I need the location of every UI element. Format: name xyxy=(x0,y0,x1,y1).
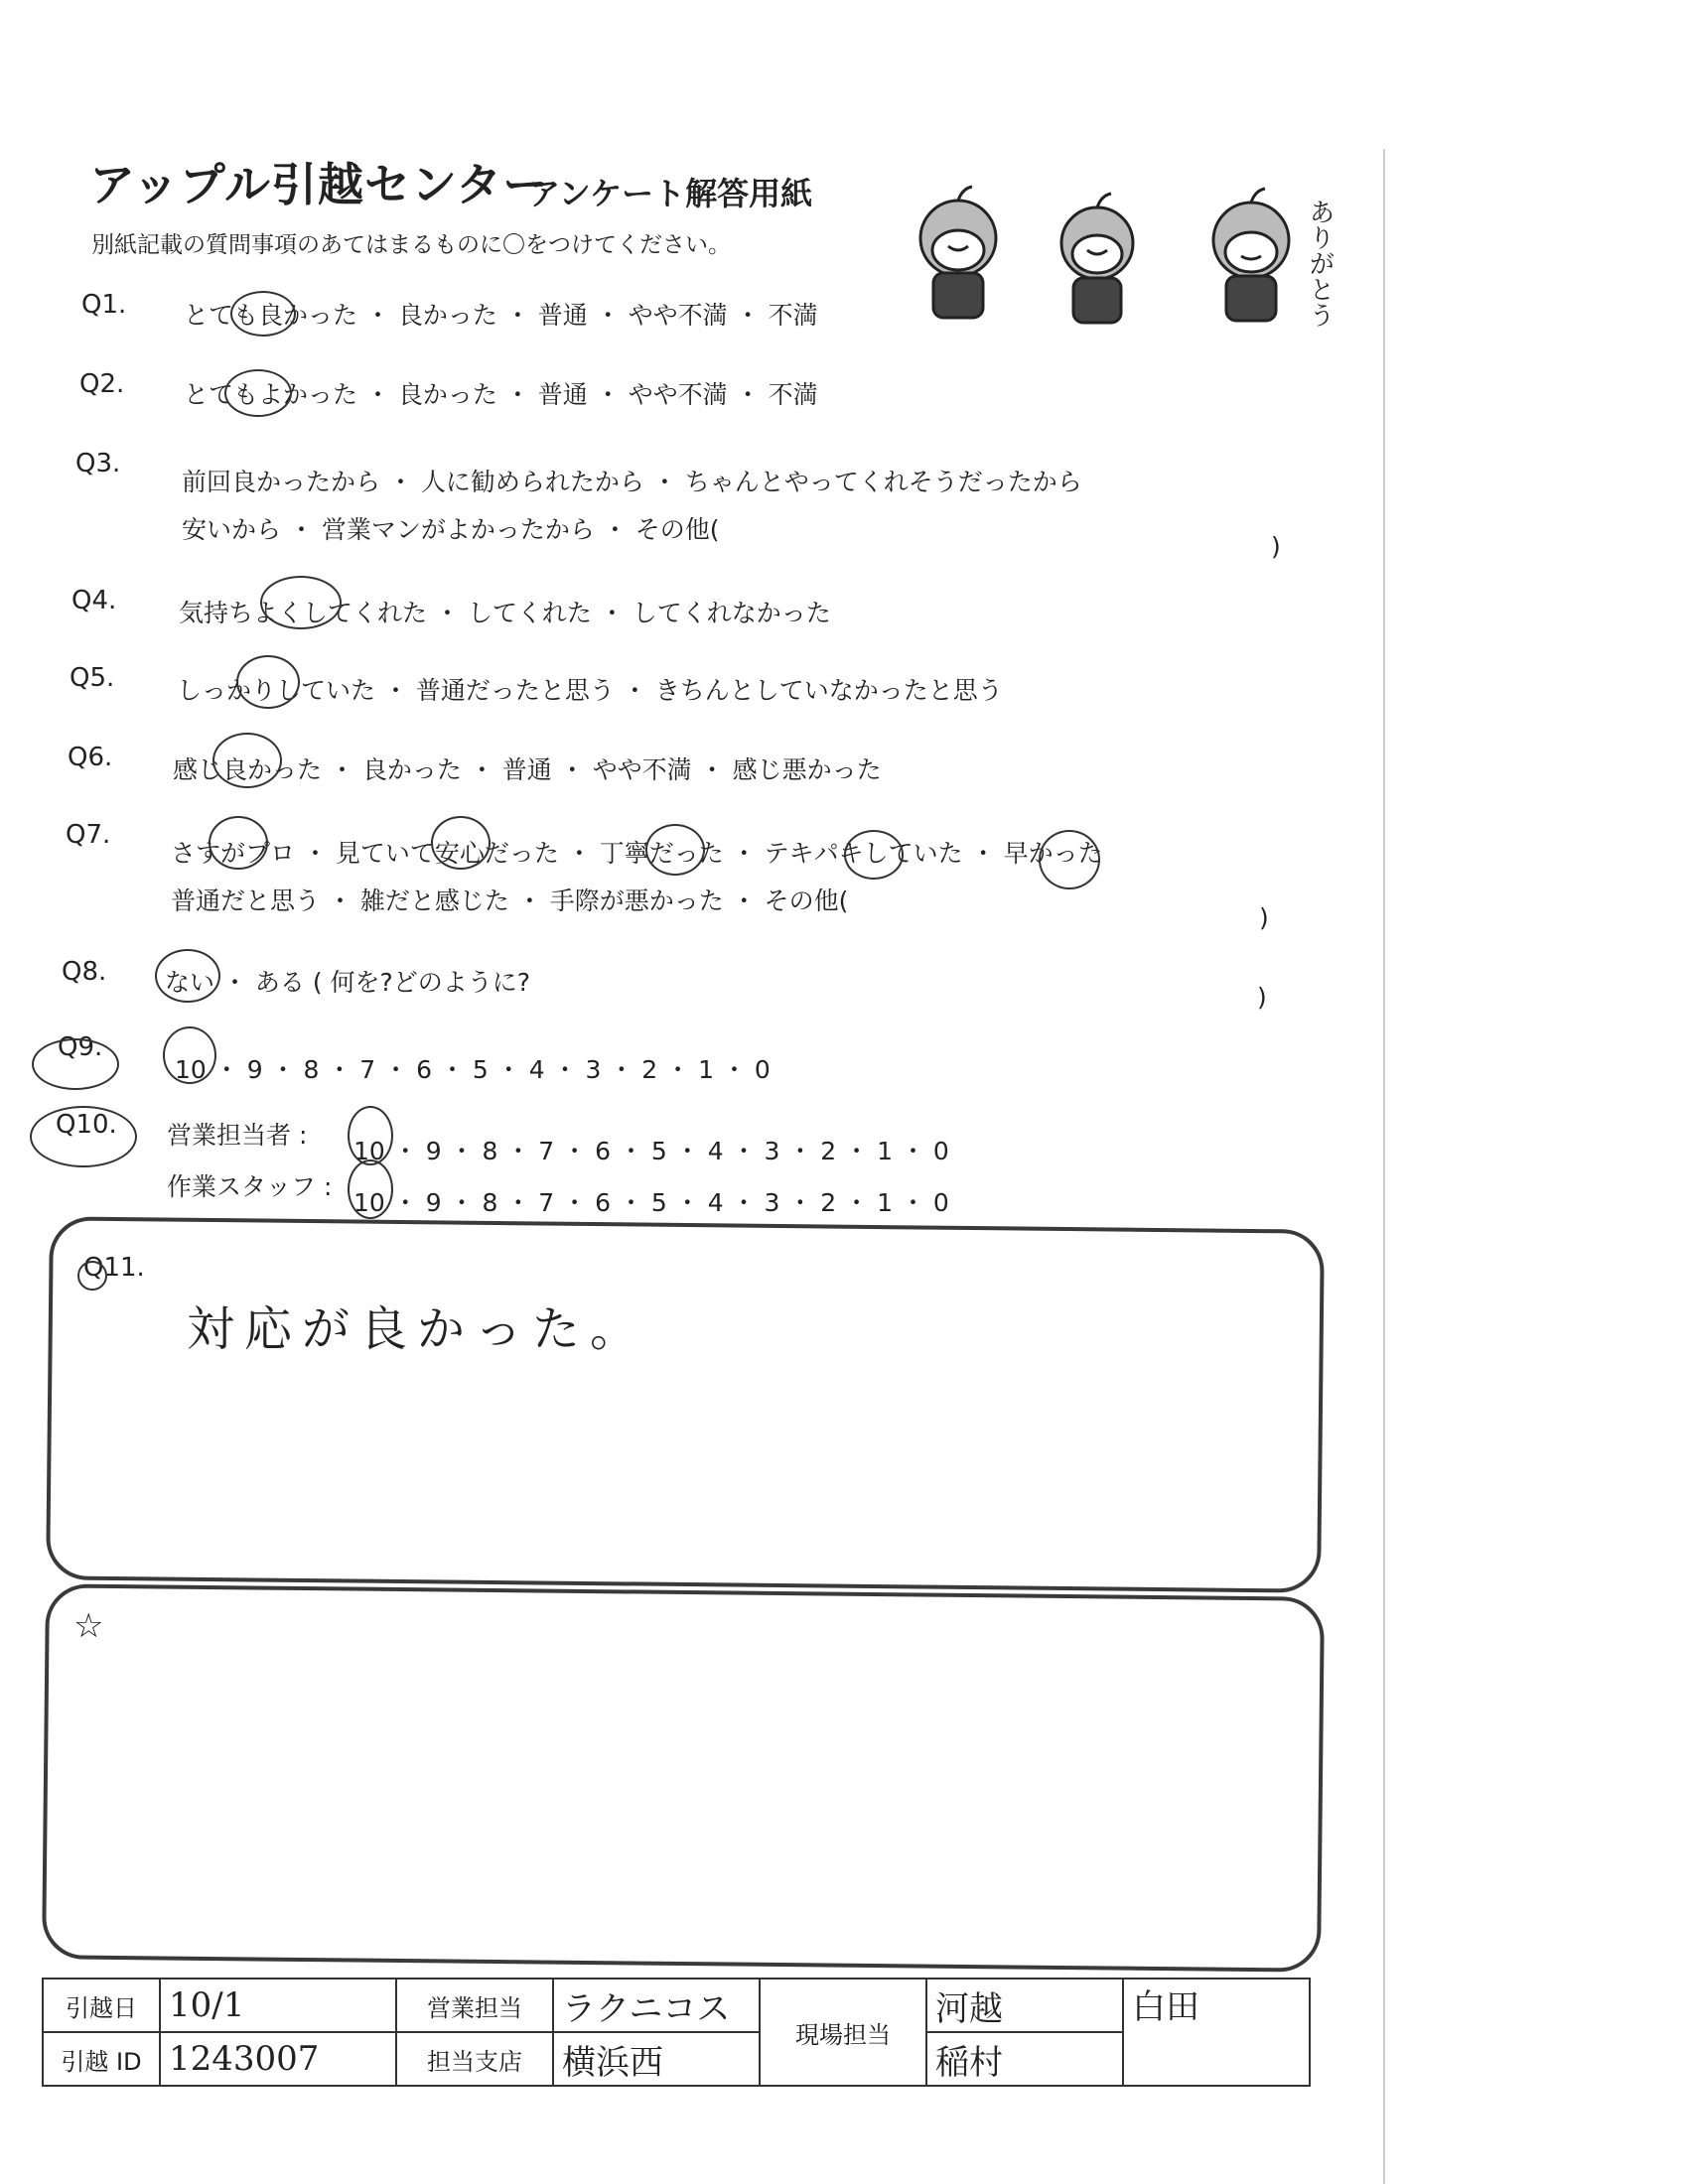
q5-answer-circle xyxy=(236,655,300,709)
q1-label: Q1. xyxy=(81,290,127,320)
q9-label: Q9. xyxy=(58,1032,103,1062)
star-icon: ☆ xyxy=(73,1606,104,1646)
q2-label: Q2. xyxy=(79,369,125,399)
q10-staff-answer-circle xyxy=(348,1160,393,1219)
q5-label: Q5. xyxy=(70,663,115,693)
q4-options: 気持ちよくしてくれた ・ してくれた ・ してくれなかった xyxy=(179,599,831,627)
q7-options-line1: さすがプロ ・ 見ていて安心だった ・ 丁寧だった ・ テキパキしていた ・ 早かった xyxy=(171,839,1103,868)
site-staff-3: 白田 xyxy=(1123,1979,1310,2086)
q7-answer-circle-5 xyxy=(1039,830,1100,889)
q2-answer-circle xyxy=(224,369,292,417)
branch-value: 横浜西 xyxy=(553,2032,760,2086)
q9-scale: 10 ・ 9 ・ 8 ・ 7 ・ 6 ・ 5 ・ 4 ・ 3 ・ 2 ・ 1 ・ 0 xyxy=(175,1055,771,1084)
form-subtitle: アンケート解答用紙 xyxy=(528,175,813,212)
q8-close-paren: ) xyxy=(1257,983,1267,1012)
star-comment-box xyxy=(42,1583,1325,1972)
q8-label: Q8. xyxy=(62,957,107,987)
q3-options-line1: 前回良かったから ・ 人に勧められたから ・ ちゃんとやってくれそうだったから xyxy=(182,468,1082,496)
q7-label: Q7. xyxy=(66,820,111,850)
q10-staff-scale: 10 ・ 9 ・ 8 ・ 7 ・ 6 ・ 5 ・ 4 ・ 3 ・ 2 ・ 1 ・ 0 xyxy=(353,1188,949,1217)
site-staff-1: 河越 xyxy=(926,1979,1123,2032)
q10-sales-scale: 10 ・ 9 ・ 8 ・ 7 ・ 6 ・ 5 ・ 4 ・ 3 ・ 2 ・ 1 ・ 0 xyxy=(353,1137,949,1165)
q3-options-line2: 安いから ・ 営業マンがよかったから ・ その他( xyxy=(182,515,720,544)
q8-answer-circle xyxy=(155,949,220,1003)
q7-answer-circle-1 xyxy=(209,816,268,870)
sales-value: ラクニコス xyxy=(553,1979,760,2032)
q3-close-paren: ) xyxy=(1271,532,1281,561)
q6-answer-circle xyxy=(212,733,282,788)
q11-label-mark xyxy=(77,1261,107,1291)
thanks-text: ありがとう xyxy=(1305,199,1335,328)
sales-label: 営業担当 xyxy=(396,1979,553,2032)
q9-label-circle xyxy=(32,1038,119,1090)
q6-options: 感じ良かった ・ 良かった ・ 普通 ・ やや不満 ・ 感じ悪かった xyxy=(173,755,882,784)
q10-sales-answer-circle xyxy=(348,1106,393,1165)
q11-label: Q11. xyxy=(83,1253,145,1283)
q2-options: とてもよかった ・ 良かった ・ 普通 ・ やや不満 ・ 不満 xyxy=(184,380,818,409)
q10-staff-label: 作業スタッフ : xyxy=(167,1172,333,1201)
move-id-value: 1243007 xyxy=(160,2032,396,2086)
q7-answer-circle-3 xyxy=(645,824,705,876)
q10-label: Q10. xyxy=(56,1110,117,1140)
monkey-mascots-illustration xyxy=(889,179,1355,357)
q8-options: ない ・ ある ( 何を?どのように? xyxy=(165,968,531,997)
page-edge xyxy=(1383,149,1385,2184)
footer-info-table xyxy=(42,1978,1311,2087)
q10-sales-label: 営業担当者 : xyxy=(167,1121,308,1150)
q11-comment-box xyxy=(46,1216,1325,1592)
q4-answer-circle xyxy=(260,576,342,629)
q4-label: Q4. xyxy=(71,586,117,615)
branch-label: 担当支店 xyxy=(396,2032,553,2086)
q5-options: しっかりしていた ・ 普通だったと思う ・ きちんとしていなかったと思う xyxy=(177,676,1003,705)
q9-answer-circle xyxy=(163,1026,216,1084)
q10-label-circle xyxy=(30,1106,137,1167)
move-date-label: 引越日 xyxy=(43,1979,160,2032)
company-title: アップル引越センター xyxy=(89,158,550,211)
q1-answer-circle xyxy=(230,291,296,337)
q7-answer-circle-2 xyxy=(431,816,491,870)
instruction-text: 別紙記載の質問事項のあてはまるものに〇をつけてください。 xyxy=(91,232,731,258)
q1-options: とても良かった ・ 良かった ・ 普通 ・ やや不満 ・ 不満 xyxy=(184,301,818,330)
site-staff-2: 稲村 xyxy=(926,2032,1123,2086)
q6-label: Q6. xyxy=(68,743,113,772)
q7-options-line2: 普通だと思う ・ 雑だと感じた ・ 手際が悪かった ・ その他( xyxy=(171,887,849,915)
q7-close-paren: ) xyxy=(1259,903,1269,932)
q7-answer-circle-4 xyxy=(844,830,904,880)
q11-handwritten-answer: 対応が良かった。 xyxy=(187,1301,648,1357)
move-id-label: 引越 ID xyxy=(43,2032,160,2086)
q3-label: Q3. xyxy=(75,449,121,478)
site-label: 現場担当 xyxy=(760,1979,926,2086)
move-date-value: 10/1 xyxy=(160,1979,396,2032)
